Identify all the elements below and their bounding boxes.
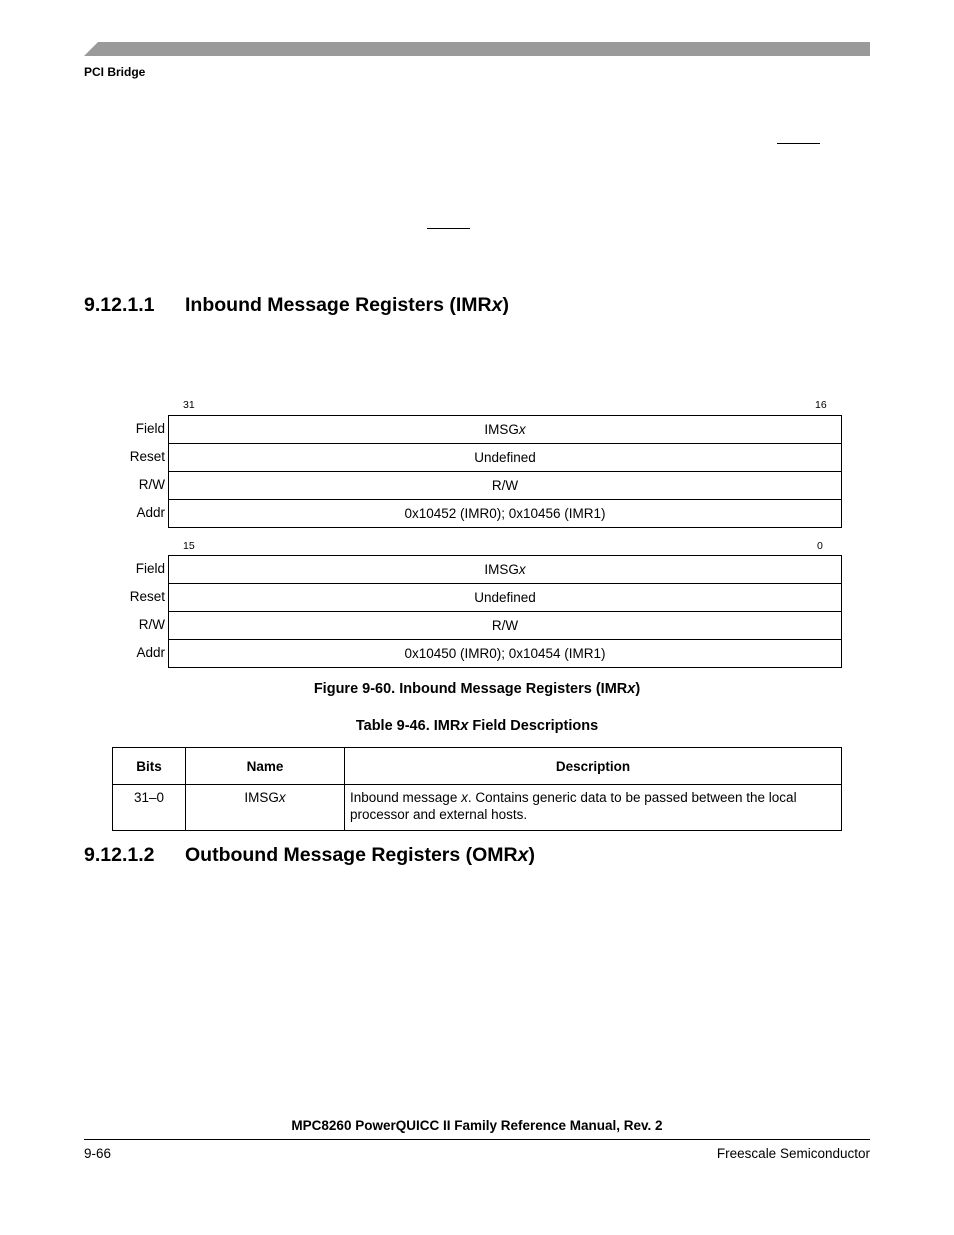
row-label-field: Field xyxy=(135,561,165,576)
register-addr-cell: 0x10452 (IMR0); 0x10456 (IMR1) xyxy=(404,506,606,521)
bit-number-high: 15 xyxy=(183,540,195,552)
bit-number-low: 0 xyxy=(817,540,823,552)
overbar-mark xyxy=(427,228,470,229)
register-diagram-lower xyxy=(168,555,842,668)
register-field-cell: IMSGx xyxy=(169,556,842,584)
figure-caption: Figure 9-60. Inbound Message Registers (IMRx) xyxy=(313,681,641,697)
row-label-rw: R/W xyxy=(138,617,165,632)
register-rw-cell: R/W xyxy=(169,612,842,640)
cell-bits: 31–0 xyxy=(113,785,186,831)
overbar-mark xyxy=(777,143,820,144)
section-heading-imr: 9.12.1.1 Inbound Message Registers (IMRx) xyxy=(84,294,509,316)
bit-number-low: 16 xyxy=(815,399,827,411)
row-label-reset: Reset xyxy=(129,589,165,604)
cell-name: IMSGx xyxy=(186,785,345,831)
row-label-rw: R/W xyxy=(138,477,165,492)
bit-number-high: 31 xyxy=(183,399,195,411)
section-heading-omr: 9.12.1.2 Outbound Message Registers (OMRx) xyxy=(84,844,535,866)
register-addr-cell: 0x10450 (IMR0); 0x10454 (IMR1) xyxy=(404,646,606,661)
page-number: 9-66 xyxy=(84,1146,112,1161)
cell-description: Inbound message x. Contains generic data to be passed between the local processor and external hosts. xyxy=(345,785,842,831)
register-row-labels xyxy=(100,555,165,667)
row-label-addr: Addr xyxy=(136,645,165,660)
register-field-cell: IMSGx xyxy=(169,416,842,444)
footer-company: Freescale Semiconductor xyxy=(716,1146,870,1161)
register-row-labels xyxy=(100,415,165,527)
table-row xyxy=(113,785,842,831)
register-rw-cell: R/W xyxy=(169,472,842,500)
row-label-field: Field xyxy=(135,421,165,436)
row-label-reset: Reset xyxy=(129,449,165,464)
register-diagram-upper xyxy=(168,415,842,528)
register-reset-cell: Undefined xyxy=(169,444,842,472)
header-bar xyxy=(84,42,870,56)
row-label-addr: Addr xyxy=(136,505,165,520)
column-header-description: Description xyxy=(345,748,842,785)
column-header-bits: Bits xyxy=(113,748,186,785)
column-header-name: Name xyxy=(186,748,345,785)
footer-rule xyxy=(84,1139,870,1140)
table-caption: Table 9-46. IMRx Field Descriptions xyxy=(355,718,599,734)
running-header: PCI Bridge xyxy=(84,65,146,79)
table-header-row xyxy=(113,748,842,785)
register-reset-cell: Undefined xyxy=(169,584,842,612)
field-description-table xyxy=(112,747,842,831)
footer-manual-title: MPC8260 PowerQUICC II Family Reference Manual, Rev. 2 xyxy=(291,1118,663,1133)
